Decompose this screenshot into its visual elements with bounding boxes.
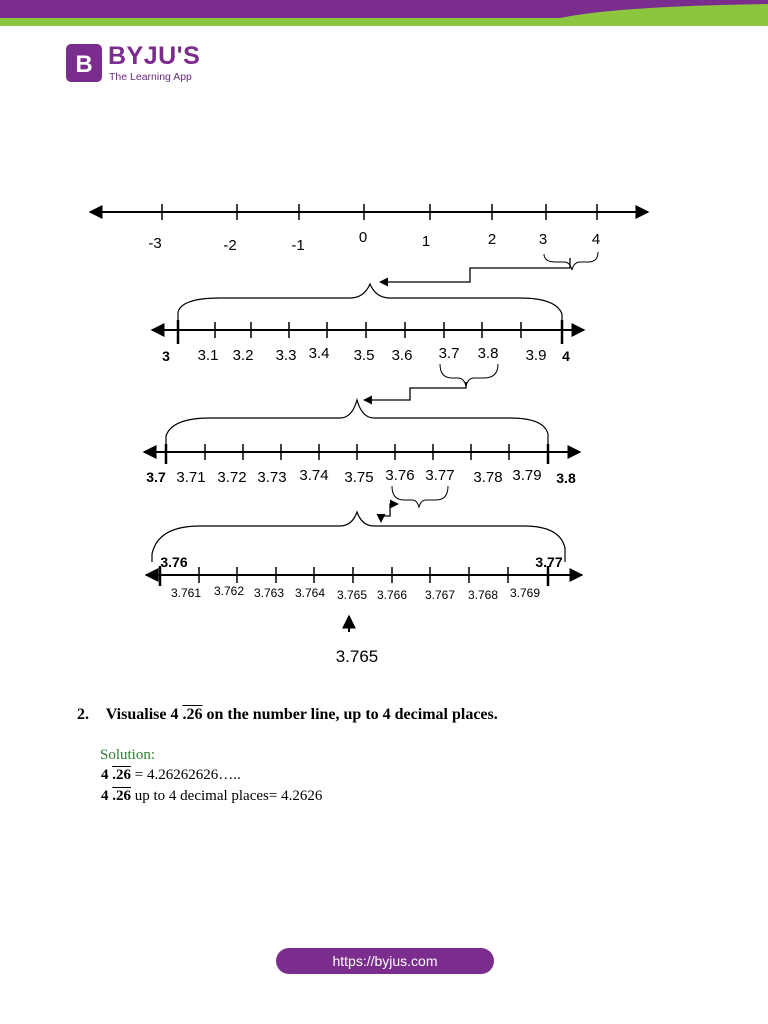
question-text-before: Visualise 4 bbox=[105, 706, 179, 723]
repeating-digits: .26 bbox=[182, 706, 203, 723]
number-line-figure bbox=[0, 186, 768, 676]
start-label: 3.7 bbox=[146, 469, 166, 485]
large-brace bbox=[166, 400, 548, 444]
end-label: 4 bbox=[562, 348, 570, 364]
tick-label: 3.74 bbox=[299, 467, 329, 484]
number-line-3 bbox=[144, 444, 580, 562]
question-text-after: on the number line, up to 4 decimal places. bbox=[206, 706, 498, 723]
tick-label: 3.764 bbox=[294, 586, 326, 600]
tick-label: 3.8 bbox=[477, 345, 499, 362]
number-line-2 bbox=[152, 320, 584, 444]
tick-label: 3.2 bbox=[232, 347, 254, 364]
tick-label: -2 bbox=[223, 237, 237, 254]
footer-url-link[interactable]: https://byjus.com bbox=[276, 948, 494, 974]
repeating-digits: .26 bbox=[112, 767, 131, 783]
top-banner bbox=[0, 0, 768, 26]
tick-label: 3.79 bbox=[512, 467, 542, 484]
whole-part: 4 bbox=[101, 788, 109, 804]
zoom-step-arrow bbox=[381, 504, 398, 522]
tick-label: 3.3 bbox=[275, 347, 297, 364]
tick-label: 3.762 bbox=[213, 584, 245, 598]
tick-label: 3 bbox=[538, 231, 548, 248]
large-brace bbox=[178, 284, 562, 322]
number-line-1 bbox=[90, 204, 648, 322]
question-2 bbox=[77, 706, 498, 724]
answer-label: 3.765 bbox=[335, 647, 379, 666]
zoom-step-arrow bbox=[364, 382, 466, 400]
tick-label: 3.6 bbox=[391, 347, 413, 364]
zoom-step-arrow bbox=[380, 258, 570, 282]
tick-label: 3.763 bbox=[253, 586, 285, 600]
large-brace bbox=[152, 512, 565, 562]
question-number: 2. bbox=[77, 706, 89, 723]
number-line-4 bbox=[146, 554, 582, 666]
tick-label: 3.765 bbox=[336, 588, 368, 602]
tick-label: 0 bbox=[358, 229, 368, 246]
logo-name: BYJU'S bbox=[108, 42, 201, 70]
tick-label: 3.4 bbox=[308, 345, 330, 362]
end-label: 3.8 bbox=[556, 470, 576, 486]
tick-label: 3.71 bbox=[176, 469, 206, 486]
tick-label: 3.5 bbox=[353, 347, 375, 364]
small-brace bbox=[440, 364, 498, 386]
tick-label: 3.76 bbox=[385, 467, 415, 484]
tick-label: 3.72 bbox=[217, 469, 247, 486]
tick-label: 3.766 bbox=[376, 588, 408, 602]
solution-line-2-rest: up to 4 decimal places= 4.2626 bbox=[131, 788, 323, 804]
small-brace bbox=[392, 486, 448, 507]
logo-b-icon bbox=[66, 44, 102, 82]
solution-line-1 bbox=[101, 767, 241, 784]
tick-label: 3.9 bbox=[525, 347, 547, 364]
tick-label: 3.769 bbox=[509, 586, 541, 600]
tick-label: 3.1 bbox=[197, 347, 219, 364]
tick-label: 3.761 bbox=[170, 586, 202, 600]
solution-line-2 bbox=[101, 788, 322, 805]
tick-label: -1 bbox=[291, 237, 305, 254]
solution-title: Solution: bbox=[100, 747, 156, 763]
whole-part: 4 bbox=[101, 767, 109, 783]
solution-line-1-rest: = 4.26262626….. bbox=[131, 767, 241, 783]
tick-label: 3.78 bbox=[473, 469, 503, 486]
tick-label: 1 bbox=[421, 233, 431, 250]
logo-tagline: The Learning App bbox=[109, 71, 192, 83]
start-label: 3.76 bbox=[160, 554, 188, 570]
tick-label: 3.73 bbox=[257, 469, 287, 486]
tick-label: 4 bbox=[591, 231, 601, 248]
small-brace bbox=[544, 252, 598, 270]
tick-label: -3 bbox=[148, 235, 162, 252]
end-label: 3.77 bbox=[535, 554, 563, 570]
tick-label: 3.77 bbox=[425, 467, 455, 484]
tick-label: 2 bbox=[487, 231, 497, 248]
tick-label: 3.768 bbox=[467, 588, 499, 602]
tick-label: 3.767 bbox=[424, 588, 456, 602]
logo-mark bbox=[66, 44, 102, 82]
number-line-svg bbox=[0, 186, 768, 676]
tick-label: 3.7 bbox=[438, 345, 460, 362]
start-label: 3 bbox=[162, 348, 170, 364]
repeating-digits: .26 bbox=[112, 788, 131, 804]
tick-label: 3.75 bbox=[344, 469, 374, 486]
logo-letter: B bbox=[75, 51, 93, 78]
